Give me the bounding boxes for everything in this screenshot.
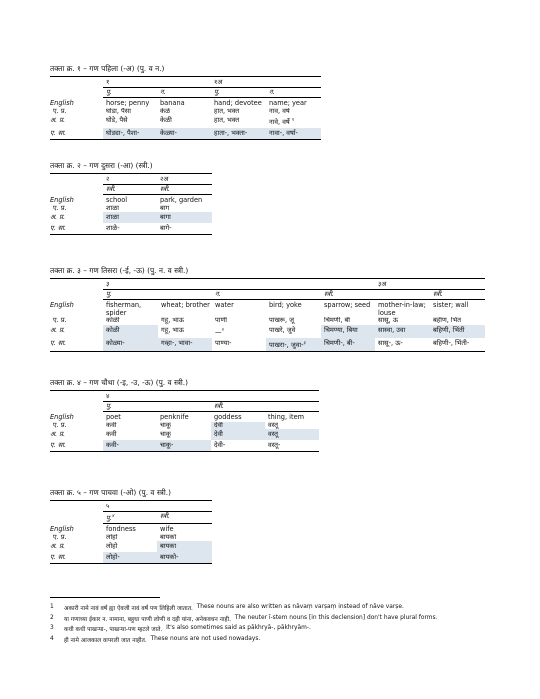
group-header: १ [103,77,211,88]
gloss: banana [160,99,185,107]
table-5-caption: तक्ता क्र. ५ – गण पाचवा (-ओ) (पु. व स्त्री.) [50,488,171,497]
cell: कवी- [103,440,157,452]
table-4 [50,378,319,452]
gloss: hand; devotee [214,99,262,107]
gender-header: न. [212,290,321,300]
table-4-grid [50,390,319,452]
row-label: ए. सा. [50,338,103,352]
cell: बहिणी, भिंती [430,325,485,338]
gender-header: पु. [211,88,266,98]
cell: देवी- [211,440,265,452]
cell: हात, भक्त [214,116,240,125]
table-2-caption: तक्ता क्र. २ – गण दुसरा (-आ) (स्त्री.) [50,161,153,170]
cell: लोहो- [103,552,157,564]
cell: केळी [160,116,172,125]
cell: लोहो [106,542,118,551]
cell: घोडा, पैसा [106,107,131,115]
cell: चिमणी-, बी- [321,338,375,352]
english-label: English [50,300,74,309]
gender-header: स्त्री. [103,185,157,195]
row-label: अ. प्र. [50,116,66,125]
gloss: name; year [269,99,307,107]
cell: केळे [160,107,171,115]
cell: हात, भक्त [214,107,240,115]
cell: चाकू- [157,440,211,452]
footnote-marathi: अकारी नामे नावं वर्षं ह्या ऐवजी नावं वर्षं पण लिहिली जातात. [64,606,193,612]
footnote-marathi: या गणाच्या ईकार न. नामाना, बहुधा पाणी लोणी व दही यांना, अनेकवचन नाही. [64,616,231,623]
footnotes [50,597,490,646]
cell: पाणी [215,317,227,325]
footnote [50,625,490,636]
footnote-ref: ३ [303,340,306,346]
gender-header: पु. [103,402,211,412]
cell: वस्तू- [265,440,319,452]
cell: बायका [157,541,212,552]
cell: बायको- [157,552,212,564]
gender-header: स्त्री. [430,290,485,300]
gender-header-with-note [103,512,157,524]
cell-text: नावे, वर्षे [269,118,290,127]
cell: केळ्या- [157,128,211,140]
group-header: १अ [211,77,321,88]
row-label: ए. सा. [50,440,103,452]
cell: चिमणी, बी [324,317,350,325]
row-label: ए. प्र. [53,533,67,541]
row-label: अ. प्र. [50,542,66,551]
footnote-english: It's also sometimes said as pākhryā-, pākhryām-. [166,625,311,631]
gloss: park, garden [160,196,203,204]
cell: शाळा [103,212,157,223]
cell: सासू, ऊ [378,317,398,325]
row-label: ए. सा. [50,223,103,235]
cell: कोळी [106,317,120,325]
english-label: English [50,98,74,107]
footnote-ref: ४ [111,514,115,519]
gloss: water [215,301,234,309]
cell: चिमण्या, बिया [321,325,375,338]
table-3-grid [50,278,485,352]
cell: गहू, भाऊ [161,325,184,334]
cell: बहीण, भिंत [433,317,462,325]
cell: शाळा [106,204,119,212]
cell: सास्वा, उवा [375,325,430,338]
cell: सासू-, ऊ- [375,338,430,352]
gender-header: पु. [103,290,212,300]
cell: देवी [211,429,265,440]
footnote-ref: २ [221,327,224,333]
group-header: ४ [103,391,319,402]
footnote-rule [50,597,160,598]
gloss: sparrow; seed [324,301,371,309]
gloss: poet [106,413,121,421]
cell: लोहो [106,533,118,541]
cell-with-note [212,325,266,338]
row-label: ए. सा. [50,552,103,564]
row-label: ए. प्र. [53,317,67,325]
cell: बहिणी-, भिंती- [430,338,485,352]
gloss: penknife [160,413,189,421]
footnote-english: These nouns are also written as nāvaṃ varṣaṃ instead of nāve varṣe. [196,604,404,610]
cell: पाखरे, जुवे [269,325,296,334]
row-label: अ. प्र. [50,430,66,439]
row-label: ए. प्र. [53,107,67,115]
cell: घोडे, पैसे [106,116,128,125]
cell: घोड्या-, पैशा- [103,128,157,140]
table-2-grid [50,173,212,235]
footnote-number: 1 [50,604,54,610]
cell: वस्तू [268,421,278,429]
cell: वस्तू [265,429,319,440]
cell: बाग [160,204,170,212]
gender-header: स्त्री. [211,402,319,412]
footnote [50,636,490,647]
cell: चाकू [160,421,171,429]
cell: देवी [211,422,265,430]
row-label: ए. प्र. [53,204,67,212]
footnote-marathi: कधी कधी पाखऱ्या-, पाखऱ्या-पण म्हटले जाते. [64,627,163,633]
cell: नाव, वर्ष [269,107,290,115]
footnote-english: These nouns are not used nowadays. [150,635,261,642]
gender-text: पु. [106,514,112,523]
cell: चाकू [160,430,171,439]
table-2 [50,161,212,235]
cell-text: पाखरा-, जुवा- [269,341,304,350]
gloss: wife [160,525,174,534]
gender-header: स्त्री. [157,512,212,524]
cell: नावा-, वर्षा- [266,128,321,140]
cell-text: — [215,327,222,336]
gloss: sister; wall [433,301,469,309]
footnote-english: The neuter ī-stem nouns [in this declension] don't have plural forms. [234,614,438,621]
cell: कोळ्या- [103,338,158,352]
footnote-number: 4 [50,635,54,642]
cell: बागे- [157,223,212,235]
table-1 [50,64,321,140]
gloss: wheat; brother [161,301,210,309]
footnote-ref: १ [291,118,295,124]
footnote-marathi: ही नामे आजकाल वापरली जात नाहीत. [64,637,147,644]
row-label: अ. प्र. [50,325,66,334]
row-label: अ. प्र. [50,213,66,222]
cell-with-note [266,115,321,128]
gloss: mother-in-law; louse [378,301,426,317]
gender-header: न. [266,88,321,98]
gender-header: स्त्री. [321,290,430,300]
gender-header: पु. [103,88,157,98]
cell: पाण्या- [212,338,266,352]
cell: कोळी [103,325,158,338]
gloss: thing, item [268,413,305,421]
group-header: २ [103,174,157,185]
footnote-number: 3 [50,625,54,631]
footnote-number: 2 [50,614,54,621]
group-header: २अ [157,174,212,185]
table-3 [50,266,485,352]
cell: हाता-, भक्ता- [211,128,266,140]
cell: कवी [106,430,117,439]
group-header: ३ [103,279,375,290]
table-4-caption: तक्ता क्र. ४ – गण चौथा (-इ, -उ, -ऊ) (पु. व स्त्री.) [50,378,189,387]
gloss: school [106,196,128,204]
cell: गहू, भाऊ [161,317,184,325]
gloss: goddess [214,413,242,421]
footnote [50,615,490,626]
english-label: English [50,195,74,204]
row-label: ए. सा. [50,128,103,140]
gloss: fondness [106,525,136,534]
english-label: English [50,524,74,533]
gloss: horse; penny [106,99,150,107]
gloss: fisherman, spider [106,301,142,317]
english-label: English [50,412,74,421]
gloss: bird; yoke [269,301,302,309]
table-3-caption: तक्ता क्र. ३ – गण तिसरा (-ई, -ऊ) (पु. न. व स्त्री.) [50,266,189,275]
row-label: ए. प्र. [53,421,67,429]
cell-with-note [266,338,321,352]
table-5-grid [50,500,212,564]
gender-header: स्त्री. [157,185,212,195]
group-header: ३अ [375,279,485,290]
cell: गव्हा-, भावा- [158,338,212,352]
table-1-caption: तक्ता क्र. १ – गण पहिला (-अ) (पु. व न.) [50,64,165,73]
table-5 [50,488,212,564]
footnote [50,604,490,615]
cell: शाळे- [103,223,157,235]
cell: बायको [160,533,177,541]
group-header: ५ [103,501,212,512]
cell: बागा [157,212,212,223]
cell: कवी [106,421,117,429]
table-1-grid [50,76,321,140]
cell: पाखरू, जू [269,317,295,325]
gender-header: न. [157,88,211,98]
